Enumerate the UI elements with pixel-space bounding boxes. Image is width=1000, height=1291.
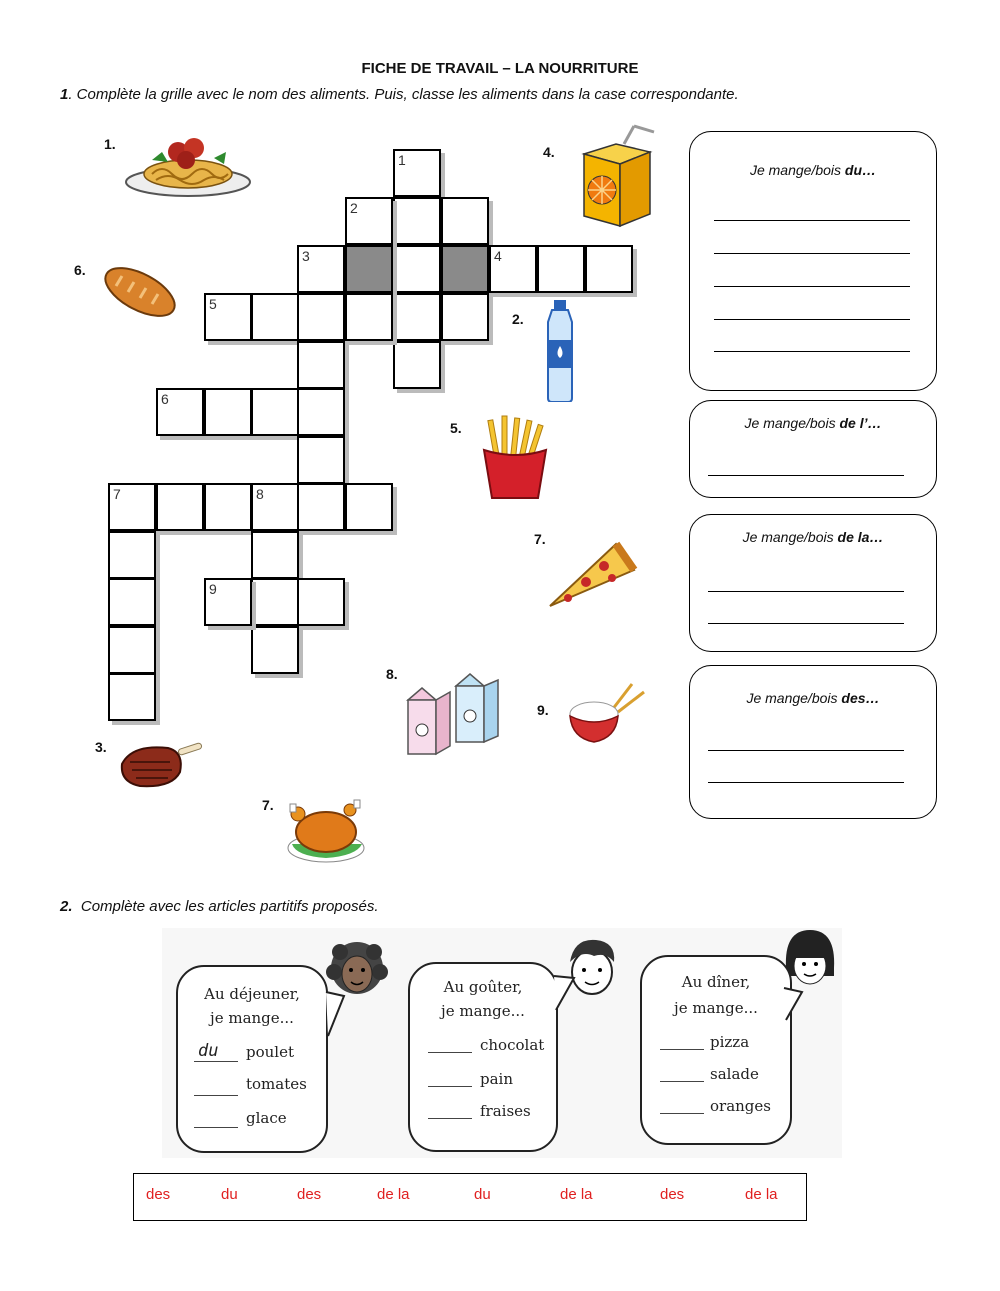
bubble-3-line-1: Au dîner, [681, 973, 751, 991]
pizza-slice-icon [546, 540, 638, 612]
box-du [689, 131, 937, 391]
answer-line[interactable] [714, 286, 910, 287]
roast-chicken-icon [284, 796, 366, 866]
word-bank-item[interactable]: des [146, 1186, 171, 1203]
grid-cell[interactable] [441, 293, 489, 341]
grid-cell[interactable] [108, 626, 156, 674]
grid-cell[interactable] [108, 531, 156, 579]
word-bank [133, 1173, 807, 1221]
fill-blank[interactable] [428, 1052, 472, 1053]
box-de-l [689, 400, 937, 498]
grid-cell[interactable] [393, 197, 441, 245]
grid-cell[interactable] [251, 626, 299, 674]
picture-label-5: 5. [450, 420, 462, 436]
exercise-2-instruction [60, 898, 379, 915]
grid-cell[interactable] [156, 483, 204, 531]
box-de-l-heading: Je mange/bois de l’… [744, 415, 882, 431]
bubble-1-line-1: Au déjeuner, [204, 985, 300, 1003]
food-word: pizza [710, 1033, 750, 1051]
grid-cell[interactable] [297, 578, 345, 626]
grid-cell[interactable] [204, 388, 252, 436]
bread-icon [100, 262, 180, 324]
grid-number-8: 8 [256, 486, 264, 502]
grid-cell[interactable] [393, 245, 441, 293]
word-bank-item[interactable]: des [297, 1186, 322, 1203]
fill-blank[interactable] [194, 1061, 238, 1062]
exercise-1-instruction [60, 86, 739, 103]
grid-cell[interactable] [297, 245, 345, 293]
milk-cartons-icon [404, 670, 502, 762]
grid-cell[interactable] [297, 293, 345, 341]
fill-blank[interactable] [660, 1081, 704, 1082]
exercise-1-text: . Complète la grille avec le nom des aliments. Puis, classe les aliments dans la case correspondante. [68, 86, 739, 103]
rice-bowl-icon [564, 682, 648, 748]
picture-label-6: 6. [74, 262, 86, 278]
answer-line[interactable] [708, 623, 904, 624]
box-de-la-heading: Je mange/bois de la… [742, 529, 884, 545]
grid-cell[interactable] [297, 341, 345, 389]
grid-cell[interactable] [204, 483, 252, 531]
word-bank-item[interactable]: de la [560, 1186, 593, 1203]
box-du-heading: Je mange/bois du… [749, 162, 877, 178]
word-bank-item[interactable]: de la [745, 1186, 778, 1203]
word-bank-item[interactable]: du [221, 1186, 238, 1203]
grid-cell[interactable] [251, 483, 299, 531]
exercise-2-number: 2. [60, 898, 73, 915]
picture-label-7-chicken: 7. [262, 797, 274, 813]
box-de-la [689, 514, 937, 652]
grid-cell[interactable] [345, 483, 393, 531]
food-word: poulet [246, 1043, 294, 1061]
grid-number-9: 9 [209, 581, 217, 597]
fill-blank[interactable] [660, 1049, 704, 1050]
bubble-2-line-1: Au goûter, [443, 978, 523, 996]
bubble-tail [782, 986, 806, 1026]
answer-line[interactable] [714, 319, 910, 320]
grid-cell[interactable] [251, 293, 299, 341]
grid-cell[interactable] [345, 293, 393, 341]
speech-bubble-diner [640, 955, 792, 1145]
grid-cell[interactable] [156, 388, 204, 436]
grid-cell[interactable] [297, 483, 345, 531]
exercise-2-text: Complète avec les articles partitifs proposés. [80, 898, 379, 915]
answer-line[interactable] [708, 591, 904, 592]
box-des-heading: Je mange/bois des… [746, 690, 880, 706]
grid-cell[interactable] [108, 578, 156, 626]
grid-cell-shaded [345, 245, 393, 293]
word-bank-item[interactable]: du [474, 1186, 491, 1203]
spaghetti-icon [122, 130, 254, 200]
grid-cell[interactable] [585, 245, 633, 293]
food-word: pain [480, 1070, 514, 1088]
grid-cell[interactable] [108, 673, 156, 721]
grid-cell[interactable] [251, 578, 299, 626]
steak-icon [116, 738, 208, 790]
grid-cell[interactable] [393, 149, 441, 197]
food-word: fraises [480, 1102, 531, 1120]
food-word: oranges [710, 1097, 771, 1115]
word-bank-item[interactable]: des [660, 1186, 685, 1203]
grid-cell[interactable] [108, 483, 156, 531]
fries-icon [478, 414, 552, 500]
picture-label-2: 2. [512, 311, 524, 327]
grid-number-7: 7 [113, 486, 121, 502]
answer-line[interactable] [708, 750, 904, 751]
fill-blank[interactable] [660, 1113, 704, 1114]
grid-cell-shaded [441, 245, 489, 293]
speech-bubble-dejeuner [176, 965, 328, 1153]
bubble-tail [318, 990, 348, 1040]
grid-cell[interactable] [297, 436, 345, 484]
food-word: tomates [246, 1075, 307, 1093]
fill-blank[interactable] [428, 1086, 472, 1087]
fill-blank[interactable] [194, 1095, 238, 1096]
picture-label-1: 1. [104, 136, 116, 152]
food-word: glace [246, 1109, 287, 1127]
answer-line[interactable] [714, 253, 910, 254]
exercise-1-number: 1 [60, 86, 69, 103]
juice-box-icon [580, 122, 658, 228]
water-bottle-icon [540, 298, 580, 402]
speech-bubble-gouter [408, 962, 558, 1152]
box-des [689, 665, 937, 819]
grid-number-6: 6 [161, 391, 169, 407]
picture-label-9: 9. [537, 702, 549, 718]
grid-cell[interactable] [204, 578, 252, 626]
picture-label-7-pizza: 7. [534, 531, 546, 547]
answer-line[interactable] [708, 782, 904, 783]
grid-cell[interactable] [345, 197, 393, 245]
bubble-3-line-2: je mange... [674, 999, 758, 1017]
answer-line[interactable] [714, 220, 910, 221]
grid-number-1: 1 [398, 152, 406, 168]
grid-cell[interactable] [393, 341, 441, 389]
bubble-2-line-2: je mange... [441, 1002, 525, 1020]
food-word: chocolat [480, 1036, 545, 1054]
grid-number-2: 2 [350, 200, 358, 216]
grid-cell[interactable] [393, 293, 441, 341]
bubble-1-line-2: je mange... [210, 1009, 294, 1027]
bubble-tail [548, 974, 578, 1014]
word-bank-item[interactable]: de la [377, 1186, 410, 1203]
picture-label-3: 3. [95, 739, 107, 755]
answer-line[interactable] [714, 351, 910, 352]
fill-blank[interactable] [194, 1127, 238, 1128]
picture-label-4: 4. [543, 144, 555, 160]
food-word: salade [710, 1065, 759, 1083]
grid-cell[interactable] [297, 388, 345, 436]
page-title: FICHE DE TRAVAIL – LA NOURRITURE [361, 60, 639, 77]
grid-cell[interactable] [251, 388, 299, 436]
grid-cell[interactable] [204, 293, 252, 341]
grid-number-4: 4 [494, 248, 502, 264]
grid-cell[interactable] [441, 197, 489, 245]
grid-cell[interactable] [489, 245, 537, 293]
example-answer: du [198, 1041, 219, 1061]
grid-cell[interactable] [251, 531, 299, 579]
grid-cell[interactable] [537, 245, 585, 293]
picture-label-8: 8. [386, 666, 398, 682]
fill-blank[interactable] [428, 1118, 472, 1119]
grid-number-3: 3 [302, 248, 310, 264]
grid-number-5: 5 [209, 296, 217, 312]
answer-line[interactable] [708, 475, 904, 476]
